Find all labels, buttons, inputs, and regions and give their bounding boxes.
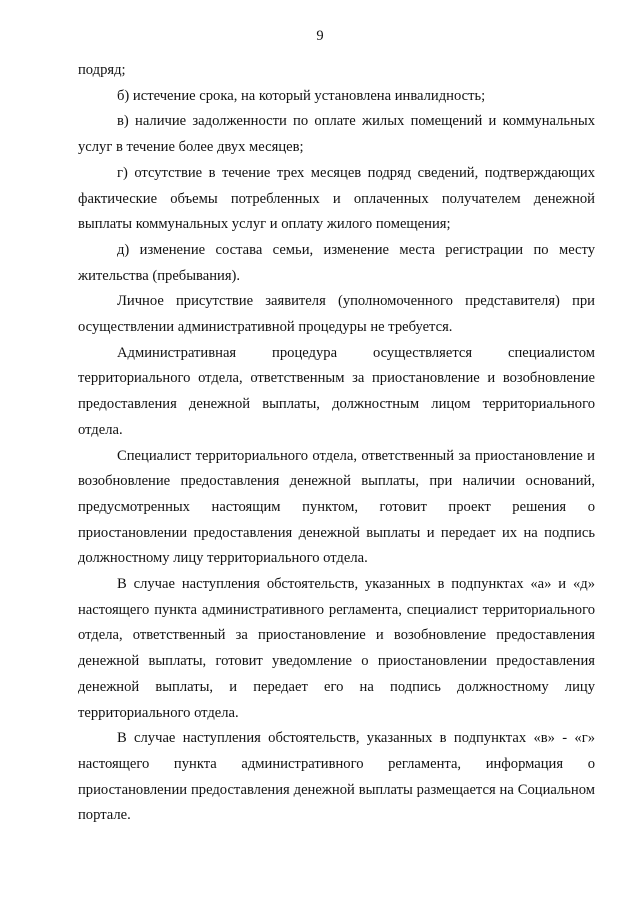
- document-body: [78, 58, 595, 829]
- paragraph-item-v: в) наличие задолженности по оплате жилых помещений и коммунальных услуг в течение более двух месяцев;: [78, 113, 595, 156]
- paragraph-item-g: г) отсутствие в течение трех месяцев подряд сведений, подтверждающих фактические объемы потребленных и оплаченных получателем денежной выплаты коммунальных услуг и оплату жилого помещения;: [78, 164, 595, 233]
- paragraph-item-b: б) истечение срока, на который установлена инвалидность;: [117, 87, 486, 104]
- paragraph-procedure-performer: Административная процедура осуществляется специалистом территориального отдела, ответственным за приостановление и возобновление предоставления денежной выплаты, должностным лицом территориального отдела.: [78, 344, 595, 438]
- page-number: 9: [316, 28, 324, 44]
- paragraph-continuation: подряд;: [78, 62, 126, 78]
- paragraph-notice-a-d: В случае наступления обстоятельств, указанных в подпунктах «а» и «д» настоящего пункта административного регламента, специалист территориального отдела, ответственный за приостановление и возобновление предоставления денежной выплаты, готовит уведомление о приостановлении предоставления денежной выплаты, и передает его на подпись должностному лицу территориального отдела.: [78, 576, 595, 721]
- paragraph-personal-presence: Личное присутствие заявителя (уполномоченного представителя) при осуществлении административной процедуры не требуется.: [78, 293, 595, 336]
- paragraph-specialist-draft: Специалист территориального отдела, ответственный за приостановление и возобновление предоставления денежной выплаты, при наличии оснований, предусмотренных настоящим пунктом, готовит проект решения о приостановлении предоставления денежной выплаты и передает их на подпись должностному лицу территориального отдела.: [78, 447, 595, 567]
- paragraph-item-d: д) изменение состава семьи, изменение места регистрации по месту жительства (пребывания).: [78, 241, 595, 284]
- paragraph-portal-v-g: В случае наступления обстоятельств, указанных в подпунктах «в» - «г» настоящего пункта административного регламента, информация о приостановлении предоставления денежной выплаты размещается на Социальном портале.: [78, 730, 595, 824]
